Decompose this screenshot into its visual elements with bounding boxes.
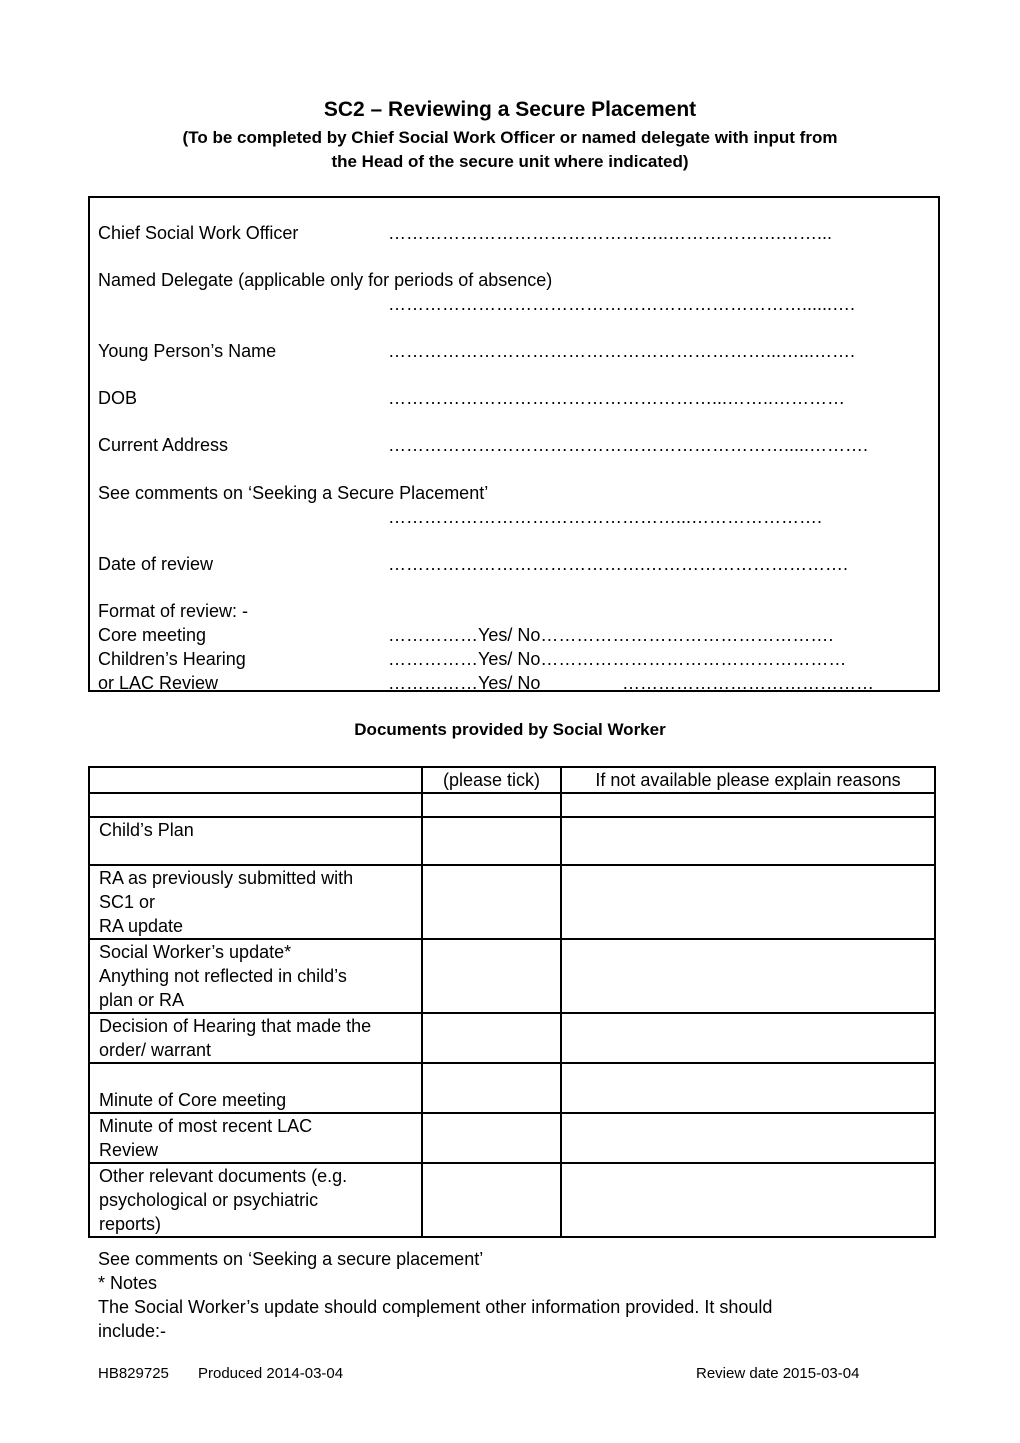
reason-cell[interactable] — [561, 1163, 935, 1237]
document-label: Minute of Core meeting — [89, 1063, 422, 1113]
seeking-comments-label: See comments on ‘Seeking a Secure Placement’ — [98, 483, 489, 503]
reason-cell[interactable] — [561, 939, 935, 1013]
childrens-hearing-label: Children’s Hearing — [98, 649, 246, 669]
reason-cell[interactable] — [561, 793, 935, 817]
document-label: Child’s Plan — [89, 817, 422, 865]
table-row — [89, 793, 935, 817]
childrens-hearing-field[interactable]: ……………Yes/ No…………………………………………… — [388, 649, 847, 669]
document-label — [89, 793, 422, 817]
notes-heading: * Notes — [98, 1273, 158, 1293]
dob-label: DOB — [98, 388, 138, 408]
table-row — [89, 1063, 935, 1113]
tick-cell[interactable] — [422, 865, 561, 939]
page-subtitle-line-1: (To be completed by Chief Social Work Officer or named delegate with input from — [182, 128, 838, 147]
tick-cell[interactable] — [422, 1113, 561, 1163]
tick-cell[interactable] — [422, 1163, 561, 1237]
tick-cell[interactable] — [422, 939, 561, 1013]
named-delegate-field[interactable]: ……………………………………………………………......…. — [388, 294, 856, 314]
reason-cell[interactable] — [561, 1063, 935, 1113]
please-tick-header: (please tick) — [422, 767, 561, 793]
named-delegate-label: Named Delegate (applicable only for periods of absence) — [98, 270, 553, 290]
document-label: Social Worker’s update* Anything not reflected in child’s plan or RA — [89, 939, 422, 1013]
footer-review-date: Review date 2015-03-04 — [696, 1365, 860, 1382]
table-row — [89, 1113, 935, 1163]
document-label: Other relevant documents (e.g. psychological or psychiatric reports) — [89, 1163, 422, 1237]
young-person-name-field[interactable]: ………………………………………………………...…...……. — [388, 341, 856, 361]
current-address-label: Current Address — [98, 435, 229, 455]
reason-cell[interactable] — [561, 865, 935, 939]
cswo-field[interactable]: ………………………………………..……………….……... — [388, 223, 833, 243]
documents-heading: Documents provided by Social Worker — [354, 720, 666, 739]
lac-review-yes-no-field[interactable]: ……………Yes/ No — [388, 673, 541, 693]
cswo-label: Chief Social Work Officer — [98, 223, 299, 243]
review-date-field[interactable]: …………………………………….……………………………. — [388, 554, 849, 574]
reason-cell[interactable] — [561, 817, 935, 865]
document-label: RA as previously submitted with SC1 or RA update — [89, 865, 422, 939]
table-row — [89, 817, 935, 865]
core-meeting-field[interactable]: ……………Yes/ No…………………………………………. — [388, 625, 834, 645]
review-date-label: Date of review — [98, 554, 214, 574]
table-row — [89, 939, 935, 1013]
dob-field[interactable]: ………………………………………………...……..………… — [388, 388, 846, 408]
format-of-review-label: Format of review: - — [98, 601, 249, 621]
footer-produced-date: Produced 2014-03-04 — [198, 1365, 344, 1382]
tick-cell[interactable] — [422, 793, 561, 817]
document-label: Decision of Hearing that made the order/ warrant — [89, 1013, 422, 1063]
young-person-name-label: Young Person’s Name — [98, 341, 277, 361]
lac-review-label: or LAC Review — [98, 673, 219, 693]
lac-review-details-field[interactable]: …………………………………… — [622, 673, 874, 693]
seeking-comments-field[interactable]: …………………………………………...…………………. — [388, 507, 823, 527]
footer-reference: HB829725 — [98, 1365, 169, 1382]
tick-cell[interactable] — [422, 1063, 561, 1113]
documents-header-blank — [89, 767, 422, 793]
reason-cell[interactable] — [561, 1013, 935, 1063]
table-row — [89, 865, 935, 939]
document-label: Minute of most recent LAC Review — [89, 1113, 422, 1163]
reason-cell[interactable] — [561, 1113, 935, 1163]
documents-header-row — [89, 767, 935, 793]
table-row — [89, 1163, 935, 1237]
documents-table — [88, 766, 936, 1238]
page-title: SC2 – Reviewing a Secure Placement — [323, 98, 697, 121]
core-meeting-label: Core meeting — [98, 625, 207, 645]
tick-cell[interactable] — [422, 1013, 561, 1063]
page-subtitle-line-2: the Head of the secure unit where indicated) — [331, 152, 689, 171]
reasons-header: If not available please explain reasons — [561, 767, 935, 793]
notes-body-line-2: include:- — [98, 1321, 167, 1341]
current-address-field[interactable]: ………………………………………………………….....………. — [388, 435, 869, 455]
notes-seeking-comments: See comments on ‘Seeking a secure placement’ — [98, 1249, 484, 1269]
tick-cell[interactable] — [422, 817, 561, 865]
table-row — [89, 1013, 935, 1063]
notes-body-line-1: The Social Worker’s update should complement other information provided. It should — [98, 1297, 773, 1317]
